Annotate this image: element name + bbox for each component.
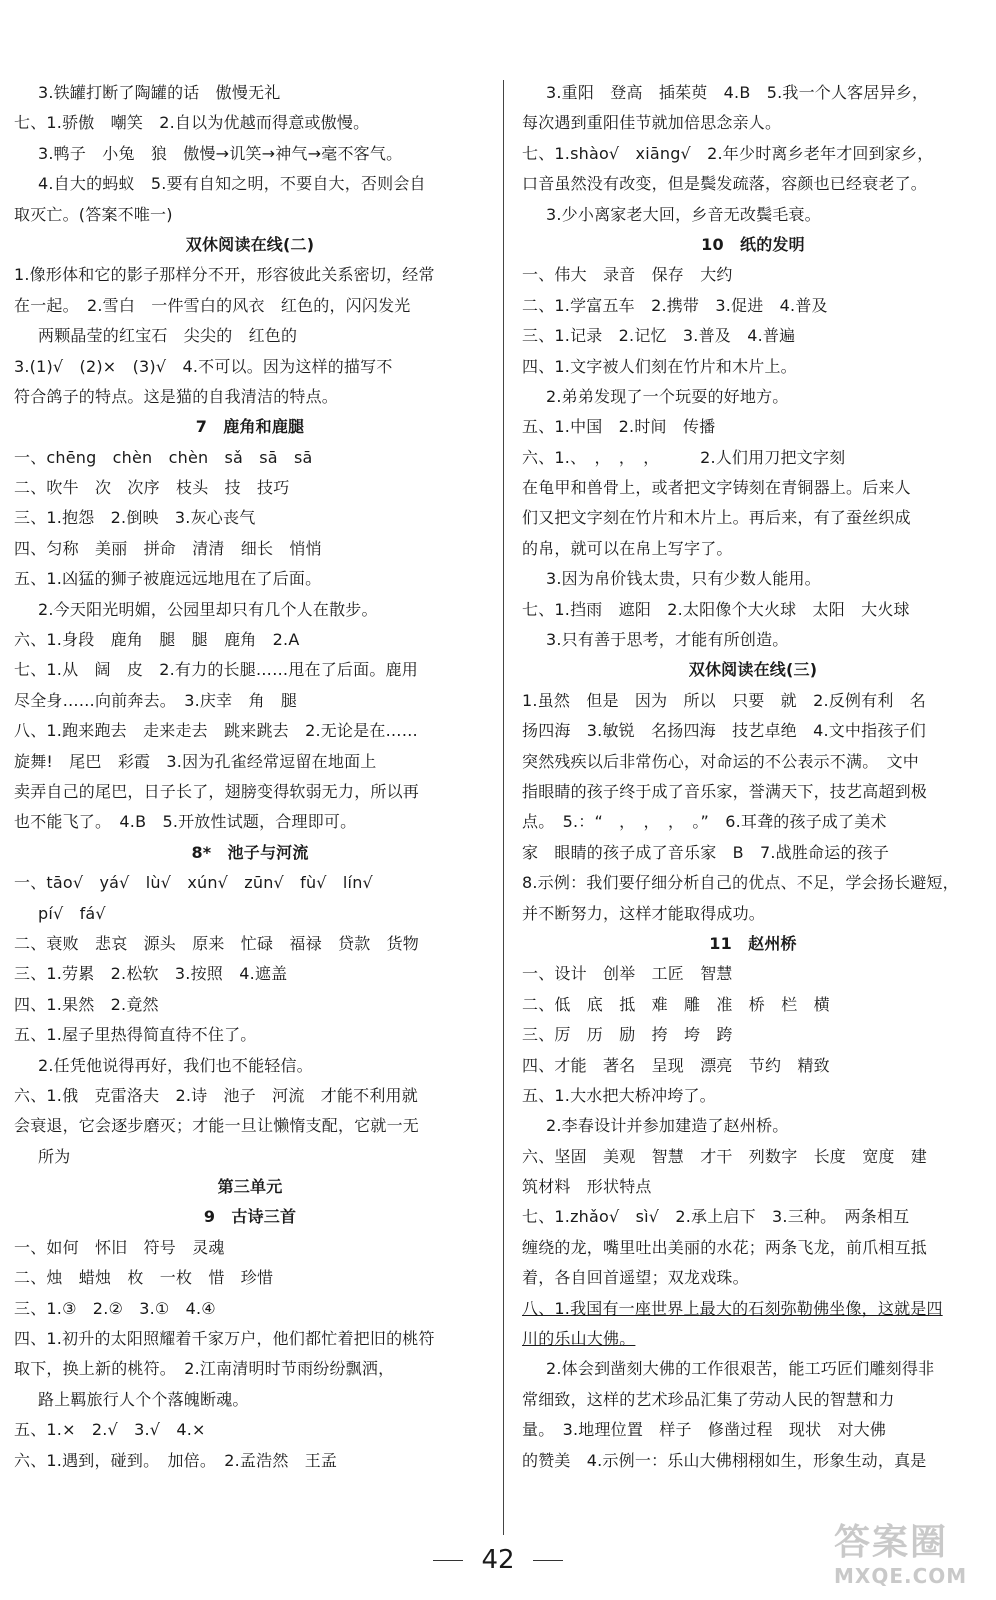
answer-line <box>14 352 486 382</box>
line-text: 一、伟大 录音 保存 大约 <box>522 265 733 285</box>
answer-line <box>14 625 486 655</box>
line-text: 三、厉 历 励 挎 垮 跨 <box>522 1025 733 1045</box>
answer-line <box>522 503 984 533</box>
answer-line <box>14 686 486 716</box>
answer-line <box>522 686 984 716</box>
line-text: 3.因为帛价钱太贵，只有少数人能用。 <box>546 569 821 589</box>
answer-line <box>522 382 984 412</box>
line-text: 五、1.× 2.√ 3.√ 4.× <box>14 1420 206 1440</box>
watermark-url: MXQE.COM <box>834 1564 968 1588</box>
line-text: 六、1.身段 鹿角 腿 腿 鹿角 2.A <box>14 630 300 650</box>
line-text: 着，各自回首遥望；双龙戏珠。 <box>522 1268 749 1288</box>
line-text: 八、1.我国有一座世界上最大的石刻弥勒佛坐像，这就是四 <box>522 1298 943 1318</box>
line-text: 1.像形体和它的影子那样分不开，形容彼此关系密切，经常 <box>14 265 435 285</box>
line-text: 所为 <box>38 1146 71 1166</box>
answer-line <box>14 1324 486 1354</box>
answer-line <box>522 1446 984 1476</box>
answer-line <box>522 1172 984 1202</box>
line-text: 点。 5.：“ ， ， ， 。” 6.耳聋的孩子成了美术 <box>522 812 887 832</box>
line-text: 突然残疾以后非常伤心，对命运的不公表示不满。 文中 <box>522 751 920 771</box>
line-text: 筑材料 形状特点 <box>522 1177 652 1197</box>
line-text: 扬四海 3.敏锐 名扬四海 技艺卓绝 4.文中指孩子们 <box>522 721 926 741</box>
answer-line <box>522 838 984 868</box>
line-text: 二、烛 蜡烛 枚 一枚 惜 珍惜 <box>14 1268 274 1288</box>
answer-line <box>14 1142 486 1172</box>
answer-line <box>14 200 486 230</box>
line-text: 两颗晶莹的红宝石 尖尖的 红色的 <box>38 326 298 346</box>
answer-line <box>14 747 486 777</box>
answer-line <box>522 473 984 503</box>
answer-line <box>522 1415 984 1445</box>
line-text: 双休阅读在线(二) <box>185 234 315 254</box>
line-text: 8* 池子与河流 <box>191 842 309 862</box>
answer-line <box>14 78 486 108</box>
answer-line <box>522 412 984 442</box>
answer-line <box>522 899 984 929</box>
answer-line <box>14 443 486 473</box>
answer-line <box>522 169 984 199</box>
line-text: 三、1.抱怨 2.倒映 3.灰心丧气 <box>14 508 256 528</box>
answer-line <box>14 260 486 290</box>
answer-line <box>522 534 984 564</box>
line-text: 在龟甲和兽骨上，或者把文字铸刻在青铜器上。后来人 <box>522 478 911 498</box>
line-text: 8.示例：我们要仔细分析自己的优点、不足，学会扬长避短， <box>522 873 959 893</box>
answer-line <box>14 321 486 351</box>
line-text: 双休阅读在线(三) <box>688 660 818 680</box>
answer-line <box>522 1354 984 1384</box>
answer-line <box>522 1051 984 1081</box>
line-text: 2.弟弟发现了一个玩耍的好地方。 <box>546 386 789 406</box>
line-text: 常细致，这样的艺术珍品汇集了劳动人民的智慧和力 <box>522 1389 895 1409</box>
answer-line <box>14 473 486 503</box>
answer-line <box>14 655 486 685</box>
answer-line <box>14 1111 486 1141</box>
answer-line <box>522 595 984 625</box>
line-text: 二、低 底 抵 难 雕 准 桥 栏 横 <box>522 994 830 1014</box>
answer-line <box>14 139 486 169</box>
section-heading <box>522 230 984 260</box>
line-text: 取灭亡。(答案不唯一) <box>14 204 173 224</box>
line-text: 7 鹿角和鹿腿 <box>195 417 305 437</box>
line-text: 也不能飞了。 4.B 5.开放性试题，合理即可。 <box>14 812 357 832</box>
line-text: 二、衰败 悲哀 源头 原来 忙碌 福禄 贷款 货物 <box>14 933 420 953</box>
answer-line <box>522 716 984 746</box>
answer-line <box>522 990 984 1020</box>
answer-line <box>522 321 984 351</box>
line-text: pí√ fá√ <box>38 903 106 923</box>
line-text: 11 赵州桥 <box>709 933 797 953</box>
answer-line <box>14 1446 486 1476</box>
line-text: 川的乐山大佛。 <box>522 1329 636 1349</box>
answer-line <box>14 1415 486 1445</box>
line-text: 9 古诗三首 <box>203 1207 297 1227</box>
line-text: 一、chēng chèn chèn sǎ sā sā <box>14 447 313 467</box>
left-column <box>14 78 486 1476</box>
answer-line <box>522 291 984 321</box>
answer-line <box>14 990 486 1020</box>
answer-line <box>14 1051 486 1081</box>
line-text: 旋舞! 尾巴 彩霞 3.因为孔雀经常逗留在地面上 <box>14 751 377 771</box>
answer-line <box>14 1385 486 1415</box>
line-text: 第三单元 <box>217 1177 283 1197</box>
line-text: 六、1.、 ， ， ， 2.人们用刀把文字刻 <box>522 447 846 467</box>
line-text: 会衰退，它会逐步磨灭；才能一旦让懒惰支配，它就一无 <box>14 1116 420 1136</box>
answer-line <box>522 959 984 989</box>
line-text: 2.李春设计并参加建造了赵州桥。 <box>546 1116 789 1136</box>
line-text: 四、1.文字被人们刻在竹片和木片上。 <box>522 356 797 376</box>
answer-line <box>14 169 486 199</box>
line-text: 三、1.③ 2.② 3.① 4.④ <box>14 1298 216 1318</box>
line-text: 五、1.中国 2.时间 传播 <box>522 417 716 437</box>
line-text: 四、1.果然 2.竟然 <box>14 994 159 1014</box>
column-divider <box>503 80 504 1535</box>
line-text: 六、1.遇到，碰到。 加倍。 2.孟浩然 王孟 <box>14 1450 338 1470</box>
line-text: 符合鸽子的特点。这是猫的自我清洁的特点。 <box>14 386 339 406</box>
answer-line <box>14 291 486 321</box>
line-text: 2.今天阳光明媚，公园里却只有几个人在散步。 <box>38 599 378 619</box>
line-text: 2.任凭他说得再好，我们也不能轻信。 <box>38 1055 313 1075</box>
line-text: 3.少小离家老大回，乡音无改鬓毛衰。 <box>546 204 821 224</box>
answer-line <box>522 1111 984 1141</box>
line-text: 每次遇到重阳佳节就加倍思念亲人。 <box>522 113 782 133</box>
answer-line <box>14 595 486 625</box>
section-heading <box>14 1202 486 1232</box>
answer-line <box>522 1020 984 1050</box>
line-text: 指眼睛的孩子终于成了音乐家，誉满天下，技艺高超到极 <box>522 781 928 801</box>
answer-line <box>522 625 984 655</box>
line-text: 3.重阳 登高 插茱萸 4.B 5.我一个人客居异乡， <box>546 83 929 102</box>
answer-line <box>522 200 984 230</box>
page-number: 42 <box>481 1545 515 1575</box>
answer-line <box>14 899 486 929</box>
section-heading <box>14 1172 486 1202</box>
line-text: 的赞美 4.示例一：乐山大佛栩栩如生，形象生动，真是 <box>522 1450 927 1470</box>
watermark-logo <box>834 1522 984 1592</box>
answer-line <box>14 1081 486 1111</box>
answer-line <box>522 1233 984 1263</box>
line-text: 五、1.大水把大桥冲垮了。 <box>522 1085 716 1105</box>
line-text: 七、1.zhǎo√ sì√ 2.承上启下 3.三种。 两条相互 <box>522 1207 910 1227</box>
answer-line <box>14 1020 486 1050</box>
answer-line <box>522 868 984 898</box>
footer-dash-right <box>533 1560 563 1562</box>
line-text: 二、1.学富五车 2.携带 3.促进 4.普及 <box>522 295 828 315</box>
answer-line <box>14 1354 486 1384</box>
answer-line <box>14 534 486 564</box>
section-heading <box>14 412 486 442</box>
answer-line <box>14 959 486 989</box>
answer-line <box>522 352 984 382</box>
line-text: 路上羁旅行人个个落魄断魂。 <box>38 1389 249 1409</box>
answer-line <box>522 1081 984 1111</box>
answer-line <box>14 929 486 959</box>
line-text: 四、才能 著名 呈现 漂亮 节约 精致 <box>522 1055 830 1075</box>
answer-line <box>14 503 486 533</box>
footer-dash-left <box>433 1560 463 1562</box>
line-text: 3.铁罐打断了陶罐的话 傲慢无礼 <box>38 83 281 102</box>
line-text: 在一起。 2.雪白 一件雪白的风衣 红色的，闪闪发光 <box>14 295 411 315</box>
line-text: 取下，换上新的桃符。 2.江南清明时节雨纷纷飘洒， <box>14 1359 395 1379</box>
line-text: 四、匀称 美丽 拼命 清清 细长 悄悄 <box>14 538 322 558</box>
line-text: 3.只有善于思考，才能有所创造。 <box>546 630 789 650</box>
line-text: 并不断努力，这样才能取得成功。 <box>522 903 766 923</box>
answer-line <box>522 747 984 777</box>
answer-line <box>14 382 486 412</box>
answer-line <box>522 443 984 473</box>
line-text: 一、如何 怀旧 符号 灵魂 <box>14 1237 225 1257</box>
answer-line <box>522 260 984 290</box>
line-text: 三、1.劳累 2.松软 3.按照 4.遮盖 <box>14 964 288 984</box>
line-text: 七、1.骄傲 嘲笑 2.自以为优越而得意或傲慢。 <box>14 113 370 133</box>
line-text: 三、1.记录 2.记忆 3.普及 4.普遍 <box>522 326 796 346</box>
line-text: 八、1.跑来跑去 走来走去 跳来跳去 2.无论是在…… <box>14 721 418 741</box>
line-text: 五、1.屋子里热得简直待不住了。 <box>14 1025 257 1045</box>
answer-line <box>522 1385 984 1415</box>
line-text: 二、吹牛 次 次序 枝头 技 技巧 <box>14 478 290 498</box>
section-heading <box>522 655 984 685</box>
line-text: 1.虽然 但是 因为 所以 只要 就 2.反例有利 名 <box>522 690 926 710</box>
answer-line <box>522 564 984 594</box>
line-text: 口音虽然没有改变，但是鬓发疏落，容颜也已经衰老了。 <box>522 174 928 194</box>
line-text: 四、1.初升的太阳照耀着千家万户，他们都忙着把旧的桃符 <box>14 1329 435 1349</box>
right-column <box>522 78 984 1476</box>
answer-line <box>522 1142 984 1172</box>
line-text: 六、坚固 美观 智慧 才干 列数字 长度 宽度 建 <box>522 1146 928 1166</box>
watermark-title: 答案圈 <box>834 1522 949 1563</box>
line-text: 4.自大的蚂蚁 5.要有自知之明，不要自大，否则会自 <box>38 174 426 194</box>
answer-line <box>14 777 486 807</box>
answer-line <box>522 139 984 169</box>
section-heading <box>14 838 486 868</box>
answer-line <box>522 1263 984 1293</box>
answer-line <box>14 868 486 898</box>
answer-line <box>14 1263 486 1293</box>
line-text: 七、1.挡雨 遮阳 2.太阳像个大火球 太阳 大火球 <box>522 599 910 619</box>
answer-line <box>522 1294 984 1324</box>
line-text: 们又把文字刻在竹片和木片上。再后来，有了蚕丝织成 <box>522 508 911 528</box>
answer-line <box>522 777 984 807</box>
line-text: 10 纸的发明 <box>701 234 805 254</box>
line-text: 3.鸭子 小兔 狼 傲慢→讥笑→神气→毫不客气。 <box>38 143 403 163</box>
line-text: 五、1.凶猛的狮子被鹿远远地甩在了后面。 <box>14 569 322 589</box>
line-text: 一、设计 创举 工匠 智慧 <box>522 964 733 984</box>
section-heading <box>522 929 984 959</box>
line-text: 家 眼睛的孩子成了音乐家 B 7.战胜命运的孩子 <box>522 842 890 862</box>
line-text: 2.体会到凿刻大佛的工作很艰苦，能工巧匠们雕刻得非 <box>546 1359 935 1379</box>
answer-line <box>14 1294 486 1324</box>
line-text: 卖弄自己的尾巴，日子长了，翅膀变得软弱无力，所以再 <box>14 781 420 801</box>
line-text: 缠绕的龙，嘴里吐出美丽的水花；两条飞龙，前爪相互抵 <box>522 1237 928 1257</box>
answer-line <box>522 1324 984 1354</box>
line-text: 六、1.俄 克雷洛夫 2.诗 池子 河流 才能不利用就 <box>14 1085 418 1105</box>
answer-line <box>522 78 984 108</box>
answer-line <box>522 807 984 837</box>
answer-line <box>522 1202 984 1232</box>
line-text: 七、1.从 阔 皮 2.有力的长腿……甩在了后面。鹿用 <box>14 660 418 680</box>
answer-line <box>14 807 486 837</box>
line-text: 的帛，就可以在帛上写字了。 <box>522 538 733 558</box>
line-text: 尽全身……向前奔去。 3.庆幸 角 腿 <box>14 690 298 710</box>
line-text: 一、tāo√ yá√ lù√ xún√ zūn√ fù√ lín√ <box>14 873 373 893</box>
section-heading <box>14 230 486 260</box>
answer-line <box>522 108 984 138</box>
line-text: 3.(1)√ (2)× (3)√ 4.不可以。因为这样的描写不 <box>14 356 393 376</box>
answer-line <box>14 564 486 594</box>
answer-line <box>14 1233 486 1263</box>
line-text: 量。 3.地理位置 样子 修凿过程 现状 对大佛 <box>522 1420 887 1440</box>
answer-line <box>14 716 486 746</box>
line-text: 七、1.shào√ xiāng√ 2.年少时离乡老年才回到家乡， <box>522 143 934 163</box>
answer-line <box>14 108 486 138</box>
